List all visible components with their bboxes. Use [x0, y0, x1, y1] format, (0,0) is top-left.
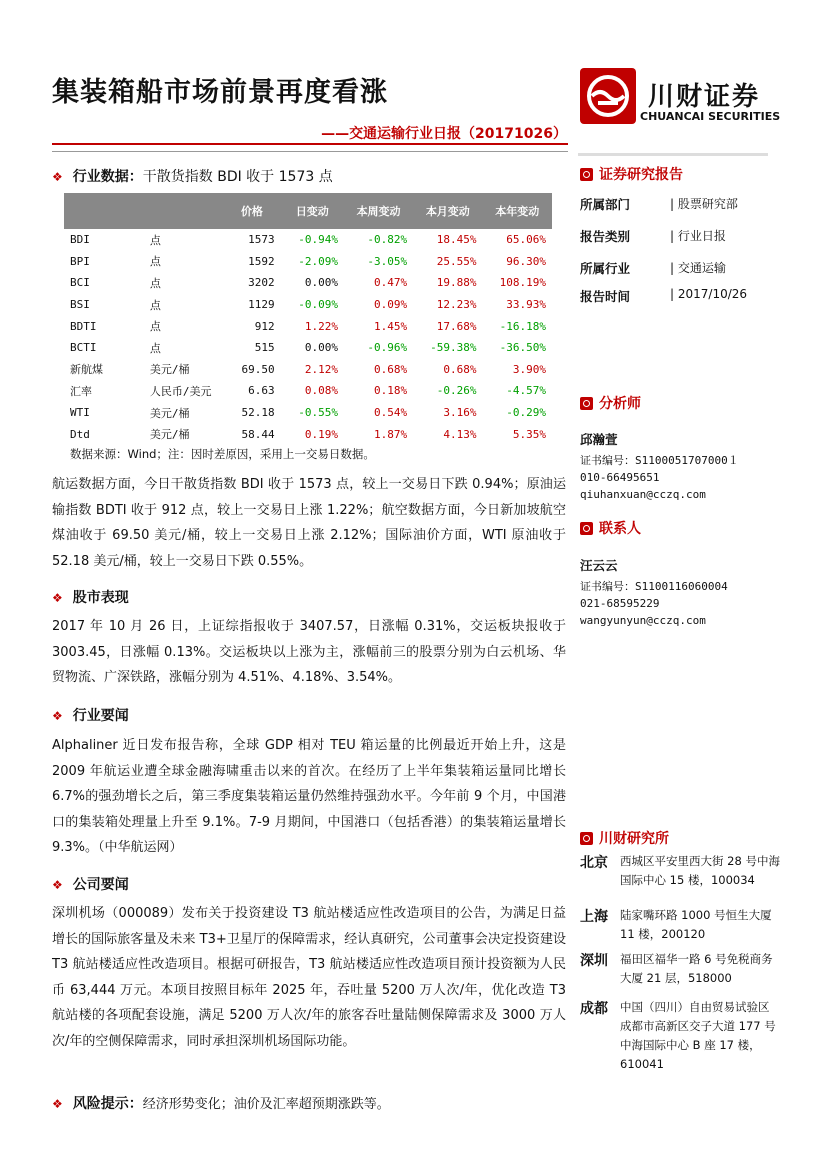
table-cell-week: -0.82% — [367, 233, 408, 247]
table-cell-unit: 点 — [149, 341, 161, 355]
table-cell-week: -0.96% — [367, 341, 408, 355]
table-cell-year: 108.19% — [499, 276, 546, 290]
table-cell-price: 1592 — [248, 254, 275, 268]
table-cell-price: 6.63 — [248, 384, 275, 398]
table-cell-month: 25.55% — [436, 254, 477, 268]
analyst-email[interactable]: qiuhanxuan@cczq.com — [580, 488, 706, 501]
col-header: 本月变动 — [413, 193, 482, 229]
table-cell-unit: 美元/桶 — [149, 363, 190, 377]
table-cell-year: -4.57% — [506, 384, 546, 398]
table-cell-name: BCI — [70, 276, 90, 290]
table-cell-week: -3.05% — [367, 254, 408, 268]
table-cell-year: 5.35% — [512, 427, 546, 441]
col-header — [64, 193, 144, 229]
table-cell-name: Dtd — [70, 427, 90, 441]
diamond-bullet-icon: ❖ — [52, 591, 63, 605]
table-cell-month: 17.68% — [436, 319, 477, 333]
table-cell-month: 19.88% — [436, 276, 477, 290]
diamond-bullet-icon: ❖ — [52, 878, 63, 892]
risk-note: ❖ 风险提示：经济形势变化；油价及汇率超预期涨跌等。 — [52, 1096, 390, 1112]
analyst-cert: 证书编号：S1100051707000１ — [580, 454, 739, 467]
col-header: 价格 — [223, 193, 280, 229]
table-row — [64, 337, 552, 359]
logo-english-name: CHUANCAI SECURITIES — [640, 110, 781, 123]
sidebar-divider — [578, 153, 768, 156]
table-cell-unit: 点 — [149, 233, 161, 247]
table-cell-name: 汇率 — [70, 384, 92, 398]
header-rule — [52, 143, 568, 145]
stock-market-heading: ❖ 股市表现 — [52, 590, 129, 606]
table-cell-day: 0.08% — [304, 384, 339, 398]
table-row — [64, 402, 552, 424]
table-cell-day: -0.94% — [298, 233, 339, 247]
office-item: 北京 西城区平安里西大街 28 号中海国际中心 15 楼，100034 — [580, 854, 780, 887]
diamond-bullet-icon: ❖ — [52, 1097, 63, 1111]
industry-data-table — [64, 193, 552, 445]
office-item: 深圳 福田区福华一路 6 号免税商务大厦 21 层，518000 — [580, 952, 773, 985]
table-cell-unit: 点 — [149, 255, 161, 269]
table-header-row — [64, 193, 552, 229]
contact-phone: 021-68595229 — [580, 597, 660, 610]
col-header: 日变动 — [281, 193, 344, 229]
contact-info — [580, 556, 728, 629]
table-cell-day: -0.09% — [298, 298, 339, 312]
table-cell-year: 33.93% — [506, 298, 546, 312]
table-cell-unit: 点 — [149, 298, 161, 312]
table-cell-day: 2.12% — [304, 362, 339, 376]
table-cell-unit: 美元/桶 — [149, 428, 190, 442]
table-cell-price: 52.18 — [241, 406, 275, 420]
table-cell-name: BPI — [70, 254, 90, 268]
table-row — [64, 423, 552, 445]
logo-chinese-name: 川财证券 — [648, 82, 761, 112]
table-cell-week: 1.87% — [373, 427, 408, 441]
contact-name: 汪云云 — [580, 558, 618, 573]
table-cell-price: 3202 — [248, 276, 275, 290]
table-row — [64, 315, 552, 337]
info-row: 所属部门 | 股票研究部 — [580, 197, 738, 212]
table-cell-unit: 美元/桶 — [149, 406, 190, 420]
contact-cert: 证书编号：S1100116060004 — [580, 580, 728, 593]
col-header — [144, 193, 223, 229]
analyst-info — [580, 430, 739, 503]
company-news-paragraph: 深圳机场（000089）发布关于投资建设 T3 航站楼适应性改造项目的公告，为满足日益增长的国际旅客量及未来 T3+卫星厅的保障需求，经认真研究，公司董事会决定投资建设 T3 航站楼适应性改造项目。根据可研报告，T3 航站楼适应性改造项目预计投资额为人民币 63,444 万元。本项目按照目标年 2025 年，吞吐量 5200 万人次/年，优化改造 T3 航站楼的各项配套设施，满足 5200 万人次/年的旅客吞吐量陆侧保障需求及 3000 万人次/年的空侧保障需求，同时承担深圳机场国际功能。 — [52, 906, 566, 1049]
report-info — [580, 195, 780, 315]
table-cell-week: 0.47% — [373, 276, 408, 290]
table-row — [64, 294, 552, 316]
office-item: 成都 中国（四川）自由贸易试验区成都市高新区交子大道 177 号中海国际中心 B 座 17 楼，610041 — [580, 1000, 776, 1071]
table-cell-unit: 点 — [149, 320, 161, 334]
table-cell-price: 1573 — [248, 233, 275, 247]
contact-email[interactable]: wangyunyun@cczq.com — [580, 614, 706, 627]
diamond-bullet-icon: ❖ — [52, 709, 63, 723]
table-cell-month: 3.16% — [443, 406, 477, 420]
header-rule-thin — [52, 151, 568, 152]
table-cell-day: -2.09% — [298, 254, 339, 268]
table-cell-week: 0.18% — [373, 384, 408, 398]
table-cell-price: 1129 — [248, 298, 275, 312]
table-cell-price: 912 — [254, 319, 275, 333]
table-cell-year: -0.29% — [506, 406, 546, 420]
table-row — [64, 229, 552, 251]
table-cell-year: 3.90% — [512, 362, 546, 376]
industry-news-heading: ❖ 行业要闻 — [52, 708, 129, 724]
stock-market-paragraph: 2017 年 10 月 26 日，上证综指报收于 3407.57，日涨幅 0.31%，交运板块报收于 3003.45，日涨幅 0.13%。交运板块以上涨为主，涨幅前三的股票分别为白云机场、华贸物流、广深铁路，涨幅分别为 4.51%、4.18%、3.54%。 — [52, 619, 566, 685]
info-row: 报告类别 | 行业日报 — [580, 229, 726, 244]
table-cell-name: BSI — [70, 298, 90, 312]
table-cell-name: BDI — [70, 233, 90, 247]
table-row — [64, 251, 552, 273]
institute-icon — [580, 832, 593, 845]
contact-heading: 联系人 — [580, 518, 641, 538]
table-cell-name: 新航煤 — [70, 363, 103, 377]
table-row — [64, 272, 552, 294]
table-cell-unit: 点 — [149, 276, 161, 290]
diamond-bullet-icon: ❖ — [52, 170, 63, 184]
table-cell-month: 4.13% — [443, 427, 477, 441]
table-cell-name: BCTI — [70, 341, 97, 355]
table-cell-price: 58.44 — [241, 427, 275, 441]
contact-icon — [580, 522, 593, 535]
institute-heading: 川财研究所 — [580, 828, 669, 848]
table-cell-week: 1.45% — [373, 319, 408, 333]
table-cell-year: -16.18% — [499, 319, 546, 333]
data-source-note: 数据来源：Wind；注：因时差原因，采用上一交易日数据。 — [70, 447, 375, 461]
info-row: 所属行业 | 交通运输 — [580, 261, 726, 276]
company-news-heading: ❖ 公司要闻 — [52, 877, 129, 893]
table-cell-day: 0.19% — [304, 427, 339, 441]
table-cell-day: 0.00% — [304, 341, 339, 355]
table-cell-day: -0.55% — [298, 406, 339, 420]
table-cell-year: 96.30% — [506, 254, 546, 268]
industry-news-paragraph: Alphaliner 近日发布报告称，全球 GDP 相对 TEU 箱运量的比例最近开始上升，这是 2009 年航运业遭全球金融海啸重击以来的首次。在经历了上半年集装箱运量同比增长 6.7%的强劲增长之后，第三季度集装箱运量仍然维持强劲水平。今年前 9 个月，中国港口的集装箱处理量上升至 9.1%。7-9 月期间，中国港口（包括香港）的集装箱运量增长 9.3%。（中华航运网） — [52, 738, 566, 855]
table-cell-month: -0.26% — [436, 384, 477, 398]
industry-data-paragraph: 航运数据方面，今日干散货指数 BDI 收于 1573 点，较上一交易日下跌 0.94%；原油运输指数 BDTI 收于 912 点，较上一交易日上涨 1.22%；航空数据方面，今日新加坡航空煤油收于 69.50 美元/桶，较上一交易日上涨 2.12%；国际油价方面，WTI 原油收于 52.18 美元/桶，较上一交易日下跌 0.55%。 — [52, 477, 566, 569]
report-title: 集装箱船市场前景再度看涨 — [52, 77, 388, 108]
analyst-icon — [580, 397, 593, 410]
analyst-phone: 010-66495651 — [580, 471, 660, 484]
table-cell-week: 0.68% — [373, 362, 408, 376]
table-cell-name: WTI — [70, 406, 90, 420]
info-row: 报告时间 | 2017/10/26 — [580, 287, 748, 304]
table-row — [64, 359, 552, 381]
table-cell-name: BDTI — [70, 319, 97, 333]
table-cell-price: 69.50 — [241, 362, 275, 376]
analyst-heading: 分析师 — [580, 393, 641, 413]
table-cell-week: 0.54% — [373, 406, 408, 420]
report-type-heading: 证券研究报告 — [580, 164, 683, 184]
table-cell-price: 515 — [254, 341, 275, 355]
table-cell-month: -59.38% — [430, 341, 477, 355]
office-item: 上海 陆家嘴环路 1000 号恒生大厦 11 楼，200120 — [580, 908, 772, 941]
report-icon — [580, 168, 593, 181]
company-logo-icon — [580, 68, 636, 124]
table-cell-year: 65.06% — [506, 233, 546, 247]
table-row — [64, 380, 552, 402]
table-cell-month: 18.45% — [436, 233, 477, 247]
industry-data-heading: ❖ 行业数据：干散货指数 BDI 收于 1573 点 — [52, 169, 333, 185]
table-cell-unit: 人民币/美元 — [149, 384, 212, 398]
report-subtitle: ——交通运输行业日报（20171026） — [321, 126, 567, 142]
table-cell-month: 12.23% — [436, 298, 477, 312]
office-list — [580, 852, 780, 1074]
table-cell-year: -36.50% — [499, 341, 546, 355]
table-cell-month: 0.68% — [443, 362, 477, 376]
analyst-name: 邱瀚萱 — [580, 432, 618, 447]
col-header: 本年变动 — [483, 193, 552, 229]
table-cell-day: 0.00% — [304, 276, 339, 290]
col-header: 本周变动 — [344, 193, 413, 229]
table-cell-day: 1.22% — [304, 319, 339, 333]
table-cell-week: 0.09% — [373, 298, 408, 312]
